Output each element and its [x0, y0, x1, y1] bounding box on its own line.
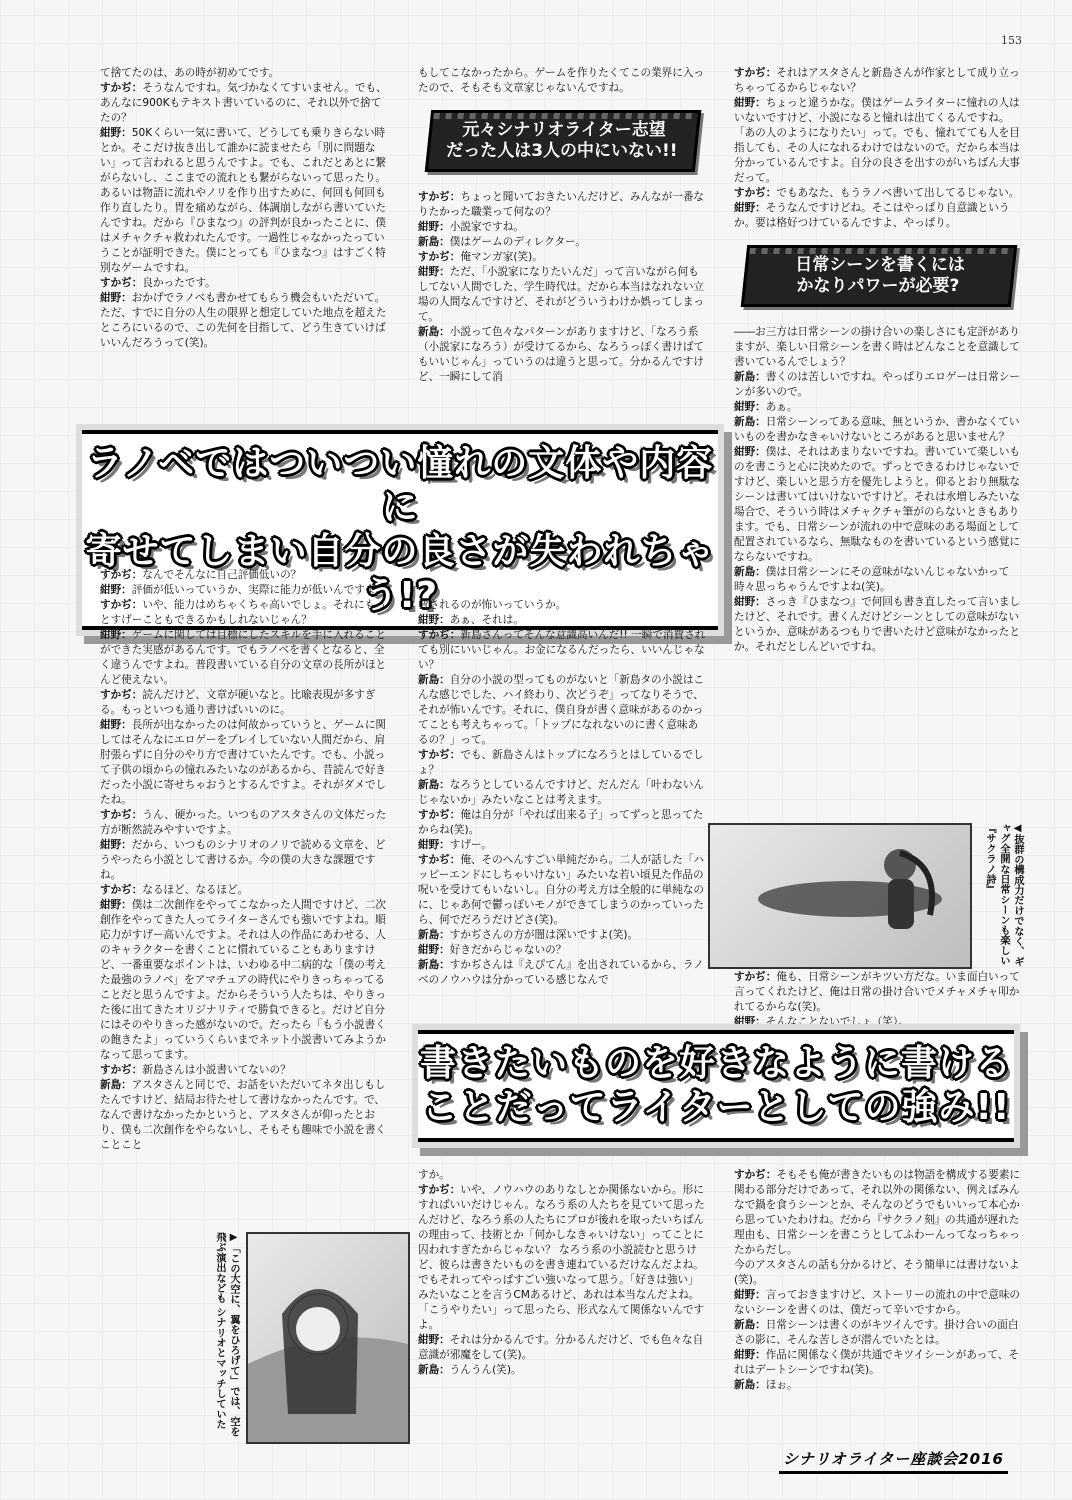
- speaker-name: 紺野：: [734, 1349, 766, 1361]
- dialogue-line: [418, 958, 708, 988]
- dialogue-line: [100, 583, 390, 598]
- dialogue-text: いや、ノウハウのありなしとか関係ないから。形にすればいいだけじゃん。なろう系の人たちを見ていて思ったんだけど、なろう系の人たちにプロが後れを取ったいちばんの理由って、技術とか「何かしなきゃいけない」ってことに囚われすぎたからじゃない？ なろう系の小説読むと思うけど、彼らは書きたいものを書き連ねているだけなんだよね。でもそれってやっぱすごい強いなって思う。「好きは強い」みたいなことを言うCMあるけど、あれは本当なんだよね。「こうやりたい」って思ったら、形式なんて関係ないんですよ。: [418, 1184, 705, 1331]
- dialogue-text: 読んだけど、文章が硬いなと。比喩表現が多すぎる。もっといつも通り書けばいいのに。: [100, 689, 376, 716]
- dialogue-line: [418, 598, 708, 613]
- dialogue-line: [418, 1168, 708, 1183]
- dialogue-text: あぁ。: [765, 401, 798, 413]
- dialogue-line: [100, 898, 390, 1063]
- dialogue-line: [100, 81, 390, 126]
- speaker-name: 紺野：: [100, 839, 132, 851]
- speaker-name: すかぢ：: [418, 191, 461, 203]
- speaker-name: 紺野：: [418, 839, 450, 851]
- dialogue-line: [418, 66, 708, 96]
- speaker-name: 新島：: [734, 416, 766, 428]
- dialogue-text: すげー。: [449, 839, 492, 851]
- dialogue-line: [418, 250, 708, 265]
- dialogue-line: [734, 1378, 1024, 1393]
- dialogue-line: [734, 1015, 1024, 1030]
- dialogue-text: 書くのは苦しいですね。やっぱりエロゲーは日常シーンが多いので。: [734, 371, 1021, 398]
- dialogue-text: さっき『ひまなつ』で何回も書き直したって言いましたけど、それです。書くんだけどシーンとしての意味がないというか、意味があるつもりで書いたけど意味がなかったとか。それだとしんどいですね。: [734, 596, 1021, 653]
- speaker-name: 新島：: [734, 371, 766, 383]
- dialogue-text: おかげでラノベも書かせてもらう機会もいただいて。ただ、すでに自分の人生の限界と想定していた地点を超えたところにいるので、この先何を目指して、どう生きていけばいいんだろうって(笑)。: [100, 292, 387, 349]
- speaker-name: 新島：: [734, 1379, 766, 1391]
- dialogue-line: [734, 96, 1024, 186]
- column-3-middle: [734, 970, 1024, 1030]
- dialogue-line: [734, 66, 1024, 96]
- dialogue-text: 僕は二次創作をやってこなかった人間ですけど、二次創作をやってきた人ってライターさんでも強いですよね。順応力がすげー高いんですよ。それは人の作品にあわせる、人のキャラクターを書くことに慣れていることもありますけど、一番重要なポイントは、いわゆる中二病的な「僕の考えた最強のラノベ」をアマチュアの時代にやりきっちゃってることだと思うんですよ。だからそういう人たちは、やりきった後に出てきたオリジナリティで勝負できると。だけど自分にはそのやりきった感がないので。だったら「もう小説書くの飽きたよ」っていうくらいまでネット小説書いてみようかなって思ってます。: [100, 899, 387, 1061]
- sakura-no-uta-illustration: [708, 823, 972, 969]
- dialogue-line: [418, 838, 708, 853]
- speaker-name: 新島：: [418, 1364, 450, 1376]
- speaker-name: 新島：: [100, 1079, 132, 1091]
- dialogue-line: [418, 748, 708, 778]
- speaker-name: 新島：: [418, 326, 450, 338]
- speaker-name: すかぢ：: [418, 629, 461, 641]
- dialogue-text: 日常シーンは書くのがキツイんです。掛け合いの面白さの影に、そんな苦しさが潜んでいたとは。: [734, 1319, 1019, 1346]
- speaker-name: すかぢ：: [100, 82, 143, 94]
- dialogue-text: 日常シーンってある意味、無というか、書かなくていいものを書かなきゃいけないところがあると思いません？: [734, 416, 1020, 443]
- speaker-name: 紺野：: [100, 899, 132, 911]
- speaker-name: 新島：: [418, 929, 450, 941]
- dialogue-text: 評価が低いっていうか、実際に能力が低いんですよ。: [131, 584, 387, 596]
- column-1-top: [100, 66, 390, 351]
- dialogue-text: ちょっと違うかな。僕はゲームライターに憧れの人はいないですけど、小説になると憧れは出てくるんですね。「あの人のようになりたい」って。でも、憧れてても人を目指しても、その人になれるわけではないので。だから本当は分かっているんですよ。自分の良さを出すのがいちばん大事だって。: [734, 97, 1021, 184]
- dialogue-line: [734, 201, 1024, 231]
- dialogue-line: [734, 565, 1024, 595]
- speaker-name: 紺野：: [734, 596, 766, 608]
- dialogue-text: 好きだからじゃないの？: [449, 944, 567, 956]
- speaker-name: 紺野：: [418, 944, 450, 956]
- speaker-name: すかぢ：: [100, 884, 143, 896]
- headline-banner-2-line1: 書きたいものを好きなように書ける: [419, 1043, 1012, 1084]
- dialogue-line: [734, 595, 1024, 655]
- dialogue-text: そうなんですね。気づかなくてすいません。でも、あんなに900Kもテキスト書いているのに、それ以外で捨てたの？: [100, 82, 387, 124]
- headline-banner-1-line1: ラノベではついつい憧れの文体や内容に: [86, 443, 714, 528]
- dialogue-text: なんでそんなに自己評価低いの？: [142, 569, 302, 581]
- column-3-bottom: [734, 1168, 1024, 1393]
- speaker-name: すかぢ：: [734, 67, 777, 79]
- dialogue-line: [734, 400, 1024, 415]
- page-number: 153: [1001, 34, 1022, 47]
- character-illustration-icon: [710, 825, 970, 967]
- speaker-name: 紺野：: [100, 719, 132, 731]
- dialogue-text: ただ、「小説家になりたいんだ」って言いながら何もしてない人間でした、学生時代は。だから本当はなれない立場の人間なんですけど、それがどういうわけか娯ってしまって。: [418, 266, 705, 323]
- dialogue-text: すか。: [418, 1169, 450, 1181]
- dialogue-line: [734, 1168, 1024, 1258]
- dialogue-line: [100, 718, 390, 808]
- dialogue-line: [418, 220, 708, 235]
- dialogue-line: [734, 1348, 1024, 1378]
- dialogue-line: [734, 970, 1024, 1015]
- speaker-name: すかぢ：: [100, 569, 143, 581]
- speaker-name: 紺野：: [734, 1289, 766, 1301]
- dialogue-line: [100, 66, 390, 81]
- column-2-top: [418, 66, 708, 385]
- speaker-name: すかぢ：: [100, 689, 143, 701]
- speaker-name: すかぢ：: [418, 251, 461, 263]
- dialogue-text: 50Kくらい一気に書いて、どうしても乗りきらない時とか。そこだけ抜き出して誰かに読ませたら「別に問題ない」って言われると思うんですよ。でも、これだとあとに繋がらないし、ここまでの流れとも繋がらないって思ったり。あるいは物語に流れやノリを作り出すために、何回も何回も作り直したり。胃を痛めながら、体調崩しながら書いていたんですね。だから『ひまなつ』の評判が良かったことに、僕はメチャクチャ救われたんです。一過性じゃなかったっていうことが証明できた。僕にとっても『ひまなつ』はすごく特別なゲームですね。: [100, 127, 387, 274]
- speaker-name: 紺野：: [734, 401, 766, 413]
- dialogue-text: もしてこなかったから。ゲームを作りたくてこの業界に入ったので、そもそも文章家じゃないんですね。: [418, 67, 705, 94]
- dialogue-text: それは分かるんです。分かるんだけど、でも色々な自意識が邪魔をして(笑)。: [418, 1334, 704, 1361]
- dialogue-line: [734, 1288, 1024, 1318]
- dialogue-line: [418, 808, 708, 838]
- speaker-name: すかぢ：: [418, 1184, 461, 1196]
- speaker-name: すかぢ：: [100, 1064, 143, 1076]
- dialogue-line: [418, 1333, 708, 1363]
- dialogue-line: [100, 628, 390, 688]
- dialogue-text: 言っておきますけど、ストーリーの流れの中で意味のないシーンを書くのは、僕だって辛いですから。: [734, 1289, 1021, 1316]
- speaker-name: 紺野：: [100, 127, 132, 139]
- dialogue-line: [100, 688, 390, 718]
- speaker-name: 紺野：: [418, 614, 450, 626]
- section-heading-2-line2: かなりパワーが必要?: [796, 276, 960, 296]
- dialogue-line: [734, 186, 1024, 201]
- speaker-name: すかぢ：: [418, 809, 461, 821]
- column-2-bottom: [418, 1168, 708, 1378]
- dialogue-line: [734, 1318, 1024, 1348]
- dialogue-line: [418, 325, 708, 385]
- speaker-name: 紺野：: [100, 629, 132, 641]
- dialogue-line: [100, 1063, 390, 1078]
- column-1-middle: [100, 568, 390, 1153]
- speaker-name: 紺野：: [100, 292, 132, 304]
- dialogue-text: 長所が出なかったのは何故かっていうと、ゲームに関してはそんなにエロゲーをプレイしていない人間だから、肩肘張らずに自分のやり方で書けていたんです。でも、小説って子供の頃からの憧れみたいなのがあるから、昔読んで好きだった小説に寄せちゃおうとするんですよ。それがダメでしたね。: [100, 719, 387, 806]
- speaker-name: 紺野：: [734, 202, 766, 214]
- speaker-name: すかぢ：: [418, 749, 461, 761]
- dialogue-text: 俺マンガ家(笑)。: [460, 251, 543, 263]
- dialogue-text: だから、いつものシナリオのノリで読める文章を、どうやったら小説として書けるか。今の僕の大きな課題ですね。: [100, 839, 386, 881]
- dialogue-line: [100, 808, 390, 838]
- dialogue-line: [734, 445, 1024, 565]
- speaker-name: 紺野：: [418, 1334, 450, 1346]
- dialogue-text: 僕はゲームのディレクター。: [449, 236, 586, 248]
- dialogue-text: 俺、そのへんすごい単純だから。二人が話した「ハッピーエンドにしちゃいけない」みたいな若い頃見た作品の呪いを受けてもいないし。自分の考え方は全般的に単純なのに、じゃあ何で鬱っぽいモノができてしまうのかっていったら、何でだろうだけどさ(笑)。: [418, 854, 705, 926]
- dialogue-text: あぁ、それは。: [449, 614, 524, 626]
- dialogue-text: 良かったです。: [142, 277, 216, 289]
- speaker-name: 紺野：: [418, 221, 450, 233]
- dialogue-line: [734, 370, 1024, 400]
- speaker-name: すかぢ：: [418, 854, 461, 866]
- dialogue-text: 俺も、日常シーンがキツい方だな。いま面白いって言ってくれたけど、俺は日常の掛け合いでメチャメチャ叩かれてるからな(笑)。: [734, 971, 1020, 1013]
- dialogue-line: [734, 1258, 1024, 1288]
- headline-banner-1-line2: 寄せてしまい自分の良さが失われちゃう!?: [85, 531, 715, 616]
- dialogue-text: ゲームに関しては目標にしたスキルを手に入れることができた実感があるんです。でもラノベを書くとなると、全く違うんですよね。普段書いている自分の文章の長所がほとんど使えない。: [100, 629, 387, 686]
- dialogue-text: 僕は日常シーンにその意味がないんじゃないかって時々思っちゃうんですよね(笑)。: [734, 566, 1010, 593]
- section-heading-1-line1: 元々シナリオライター志望: [462, 120, 666, 140]
- dialogue-text: 俺は自分が「やれば出来る子」ってずっと思ってたからね(笑)。: [418, 809, 704, 836]
- speaker-name: 新島：: [418, 779, 450, 791]
- dialogue-text: なるほど、なるほど。: [142, 884, 249, 896]
- dialogue-text: でもあなた、もうラノベ書いて出してるじゃない。: [776, 187, 1020, 199]
- dialogue-line: [734, 415, 1024, 445]
- headline-banner-2: [418, 1030, 1014, 1142]
- section-heading-1: [428, 110, 698, 172]
- dialogue-text: そんなことないでしょ（笑）。: [765, 1016, 909, 1028]
- speaker-name: 新島：: [418, 674, 450, 686]
- column-2-middle: [418, 598, 708, 988]
- dialogue-line: [418, 853, 708, 928]
- dialogue-text: て捨てたのは、あの時が初めてです。: [100, 67, 280, 79]
- dialogue-text: でも、新島さんはトップになろうとはしているでしょ？: [418, 749, 704, 776]
- dialogue-line: [100, 883, 390, 898]
- dialogue-line: [100, 1078, 390, 1153]
- dialogue-text: 自分の小説の型ってものがないと「新島タの小説はこんな感じでした、ハイ終わり、次どうぞ」ってなりそうで、それが怖いんです。それに、僕自身が書く意味があるのかってことも考えちゃって。「トップになれないのに書く意味あるの？」って。: [418, 674, 705, 746]
- speaker-name: すかぢ：: [734, 971, 777, 983]
- dialogue-line: [418, 235, 708, 250]
- dialogue-text: いや、能力はめちゃくちゃ高いでしょ。それにもっとすげーこともできるかもしれないじゃん？: [100, 599, 386, 626]
- speaker-name: 紺野：: [100, 584, 132, 596]
- section-heading-2: [744, 245, 1014, 307]
- dialogue-text: なろうとしているんですけど、だんだん「叶わないんじゃないか」みたいなことは考えます。: [418, 779, 705, 806]
- dialogue-text: うんうん(笑)。: [449, 1364, 522, 1376]
- dialogue-text: それはアスタさんと新島さんが作家として成り立っちゃってるからじゃない？: [734, 67, 1020, 94]
- dialogue-line: [100, 568, 390, 583]
- dialogue-line: [100, 838, 390, 883]
- section-heading-2-line1: 日常シーンを書くには: [795, 255, 965, 275]
- dialogue-text: 僕は、それはあまりないですね。書いていて楽しいものを書こうと心に決めたので。ずっとできるわけじゃないですけど、楽しいと思う方を優先しようと。仰るとおり無駄なシーンは書いてはいけないですけど。それは水増しみたいな場合で、そういう時はメチャクチャ筆がのらないときもあります。でも、日常シーンが流れの中で意味のある場面として配置されているなら、無駄なものを書いているという感覚にならないですね。: [734, 446, 1021, 563]
- dialogue-text: うん、硬かった。いつものアスタさんの文体だった方が断然読みやすいですよ。: [100, 809, 387, 836]
- dialogue-text: ちょっと聞いておきたいんだけど、みんなが一番なりたかった職業って何なの？: [418, 191, 705, 218]
- section-heading-1-line2: だった人は3人の中にいない!!: [446, 141, 678, 161]
- dialogue-line: [418, 628, 708, 673]
- dialogue-line: [100, 276, 390, 291]
- dialogue-text: すかぢさんは『えぴてん』を出されているから、ラノベのノウハウは分かっている感じなんで: [418, 959, 704, 986]
- speaker-name: 紺野：: [734, 446, 766, 458]
- speaker-name: 新島：: [734, 1319, 766, 1331]
- dialogue-line: [418, 613, 708, 628]
- dialogue-text: アスタさんと同じで、お話をいただいてネタ出しもしたんですけど、結局お待たせして書けなかったんです。で、なんで書けなかったかというと、アスタさんが仰ったとおり、僕も二次創作をやらないし、そもそも趣味で小説を書くことこと: [100, 1079, 387, 1151]
- character-portrait-icon: [248, 1234, 408, 1442]
- dialogue-line: [418, 1363, 708, 1378]
- dialogue-line: [418, 943, 708, 958]
- speaker-name: すかぢ：: [100, 809, 143, 821]
- dialogue-line: [418, 265, 708, 325]
- speaker-name: すかぢ：: [734, 1169, 777, 1181]
- dialogue-line: [100, 291, 390, 351]
- speaker-name: 新島：: [418, 236, 450, 248]
- dialogue-line: [418, 1183, 708, 1333]
- dialogue-text: ――お三方は日常シーンの掛け合いの楽しさにも定評がありますが、楽しい日常シーンを書く時はどんなことを意識して書いているんでしょう？: [734, 326, 1020, 368]
- dialogue-text: 新島さんってそんな意識高いんだ!! 一瞬で消費されても別にいいじゃん。お金になるんだったら、いいんじゃない？: [418, 629, 706, 671]
- dialogue-text: ほぉ。: [765, 1379, 798, 1391]
- dialogue-text: すかぢさんの方が闇は深いですよ(笑)。: [449, 929, 639, 941]
- dialogue-text: 費されるのが怖いっていうか。: [418, 599, 567, 611]
- column-3-top: [734, 66, 1024, 655]
- dialogue-line: [418, 778, 708, 808]
- oozora-illustration: [246, 1232, 410, 1444]
- illustration-caption-left: ▶「この大空に、翼をひろげて」では、空を飛ぶ演出なども シナリオとマッチしていた: [214, 1232, 239, 1437]
- dialogue-text: 作品に関係なく僕が共通でキツイシーンがあって、それはデートシーンですね(笑)。: [734, 1349, 1019, 1376]
- speaker-name: すかぢ：: [100, 599, 143, 611]
- dialogue-line: [418, 928, 708, 943]
- dialogue-line: [418, 673, 708, 748]
- dialogue-text: 小説家ですね。: [449, 221, 524, 233]
- speaker-name: すかぢ：: [100, 277, 143, 289]
- speaker-name: 新島：: [418, 959, 450, 971]
- illustration-caption-right: ◀抜群の構成力だけでなく、ギャグ全開な日常シーンも楽しい『サクラノ詩』: [984, 823, 1023, 967]
- speaker-name: すかぢ：: [734, 187, 777, 199]
- headline-banner-2-line2: ことだってライターとしての強み!!: [421, 1087, 1011, 1128]
- dialogue-line: [418, 190, 708, 220]
- speaker-name: 新島：: [734, 566, 766, 578]
- speaker-name: 紺野：: [734, 97, 766, 109]
- dialogue-text: そもそも俺が書きたいものは物語を構成する要素に関わる部分だけであって、それ以外の関係ない、例えばみんなで鍋を食うシーンとか、そんなのどうでもいいって本心から思っていたわけね。だから『サクラノ刻』の共通が遅れた理由も、日常シーンを書こうとしてふわーんってなっちゃったからだし。: [734, 1169, 1021, 1256]
- dialogue-text: 今のアスタさんの話も分かるけど、そう簡単には書けないよ(笑)。: [734, 1259, 1020, 1286]
- dialogue-text: そうなんですけどね。そこはやっぱり自意識というか。要は格好つけているんですよ、やっぱり。: [734, 202, 1010, 229]
- speaker-name: 紺野：: [418, 266, 450, 278]
- footer-title: シナリオライター座談会2016: [779, 1448, 1008, 1474]
- speaker-name: 紺野：: [734, 1016, 766, 1028]
- dialogue-text: 小説って色々なパターンがありますけど、「なろう系（小説家になろう）が受けてるから、なろうっぽく書けばてもいいじゃん」っていうのは違うと思って。分かるんですけど、一瞬にして消: [418, 326, 705, 383]
- dialogue-line: [734, 325, 1024, 370]
- dialogue-line: [100, 598, 390, 628]
- dialogue-text: 新島さんは小説書いてないの？: [142, 1064, 291, 1076]
- dialogue-line: [100, 126, 390, 276]
